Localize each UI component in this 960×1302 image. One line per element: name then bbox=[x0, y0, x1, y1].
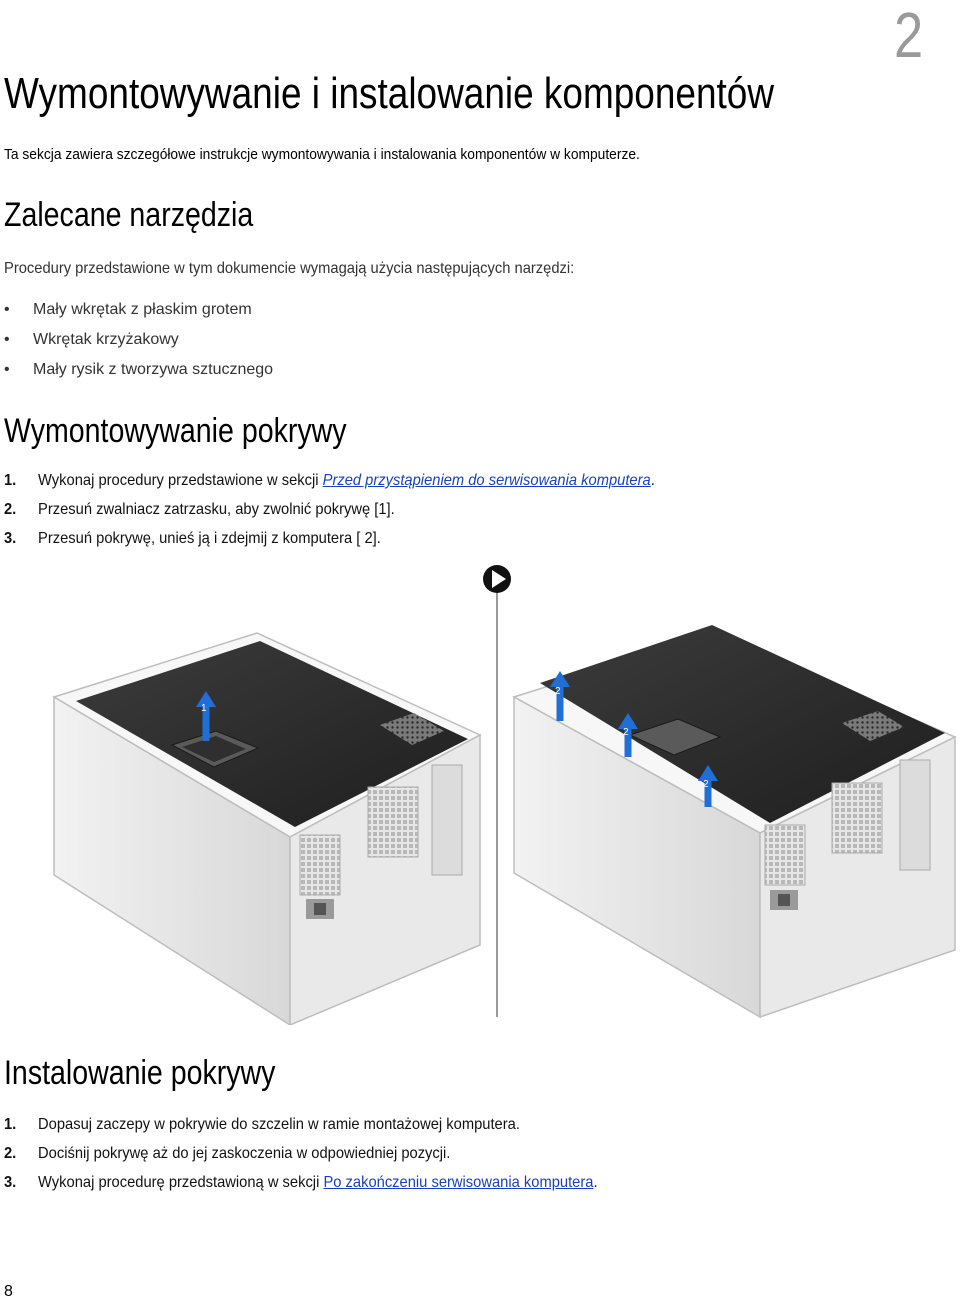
chassis-right bbox=[514, 625, 955, 1017]
play-arrow-icon bbox=[483, 565, 511, 593]
page-number: 8 bbox=[4, 1283, 13, 1300]
chapter-number: 2 bbox=[894, 0, 922, 71]
intro-text: Ta sekcja zawiera szczegółowe instrukcje wymontowywania i instalowania komponentów w komputerze. bbox=[4, 146, 640, 163]
list-item: • Mały wkrętak z płaskim grotem bbox=[4, 299, 273, 329]
step-item: 1. Dopasuj zaczepy w pokrywie do szczelin w ramie montażowej komputera. bbox=[4, 1116, 520, 1133]
bullet-icon: • bbox=[4, 331, 10, 348]
callout-label: 2 bbox=[555, 686, 561, 697]
tools-heading: Zalecane narzędzia bbox=[4, 196, 254, 234]
chassis-left bbox=[54, 633, 480, 1025]
callout-label: 1 bbox=[201, 703, 207, 714]
cover-removal-illustration bbox=[0, 555, 960, 1025]
callout-label: 2 bbox=[703, 779, 709, 790]
list-item: • Mały rysik z tworzywa sztucznego bbox=[4, 359, 273, 389]
callout-label: 2 bbox=[623, 727, 629, 738]
tools-intro: Procedury przedstawione w tym dokumencie wymagają użycia następujących narzędzi: bbox=[4, 260, 575, 277]
step-item: 2. Dociśnij pokrywę aż do jej zaskoczenia w odpowiedniej pozycji. bbox=[4, 1145, 451, 1162]
step-item: 3. Wykonaj procedurę przedstawioną w sekcji Po zakończeniu serwisowania komputera. bbox=[4, 1174, 598, 1191]
tools-list bbox=[4, 299, 273, 389]
install-heading: Instalowanie pokrywy bbox=[4, 1054, 276, 1092]
step-item: 1. Wykonaj procedury przedstawione w sekcji Przed przystąpieniem do serwisowania komputera. bbox=[4, 472, 655, 489]
removal-heading: Wymontowywanie pokrywy bbox=[4, 412, 347, 450]
list-item: • Wkrętak krzyżakowy bbox=[4, 329, 273, 359]
step-item: 3. Przesuń pokrywę, unieś ją i zdejmij z komputera [ 2]. bbox=[4, 530, 381, 547]
bullet-icon: • bbox=[4, 301, 10, 318]
removal-steps bbox=[4, 470, 711, 557]
after-servicing-link[interactable]: Po zakończeniu serwisowania komputera bbox=[323, 1174, 594, 1191]
bullet-icon: • bbox=[4, 361, 10, 378]
step-item: 2. Przesuń zwalniacz zatrzasku, aby zwolnić pokrywę [1]. bbox=[4, 501, 395, 518]
before-servicing-link[interactable]: Przed przystąpieniem do serwisowania komputera bbox=[322, 472, 651, 489]
install-steps bbox=[4, 1114, 649, 1201]
page-title: Wymontowywanie i instalowanie komponentów bbox=[4, 69, 775, 118]
